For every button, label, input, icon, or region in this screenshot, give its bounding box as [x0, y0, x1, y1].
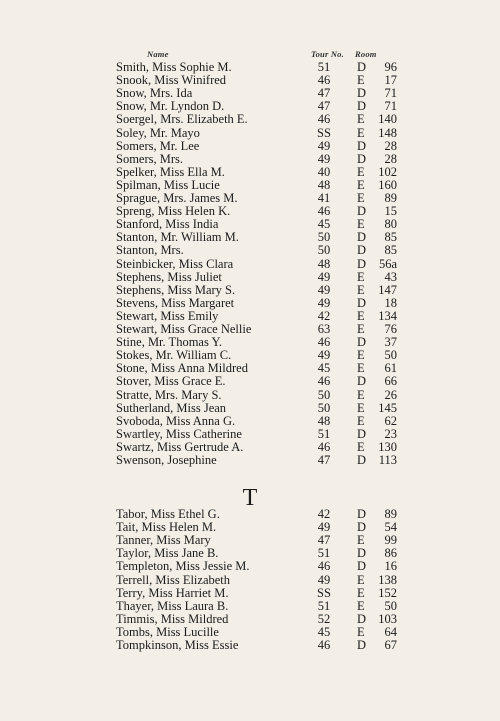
room-cabin-number: 102 [378, 164, 397, 179]
list-item [0, 402, 500, 415]
tour-number: 50 [317, 387, 331, 402]
room-number [357, 100, 397, 113]
room-cabin-number: 113 [378, 453, 397, 467]
passenger-name: Stephens, Miss Mary S. [116, 282, 236, 297]
room-number [357, 600, 397, 613]
room-deck-letter: E [357, 308, 365, 323]
tour-number: 51 [317, 546, 331, 561]
room-cabin-number: 147 [378, 282, 397, 297]
list-item [0, 441, 500, 454]
tour-number: 48 [317, 256, 331, 271]
tour-number: SS [317, 585, 331, 600]
room-number [357, 310, 397, 323]
list-item [0, 244, 500, 257]
passenger-name: Stokes, Mr. William C. [116, 348, 232, 363]
tour-number: 51 [317, 60, 331, 74]
passenger-name: Taylor, Miss Jane B. [116, 546, 219, 561]
room-deck-letter: E [357, 164, 365, 179]
list-item [0, 87, 500, 100]
list-item [0, 600, 500, 613]
room-deck-letter: E [357, 125, 365, 140]
room-number [357, 284, 397, 297]
room-deck-letter: E [357, 217, 365, 232]
room-column-header: Room [355, 49, 377, 59]
room-number [357, 127, 397, 140]
tour-number: 49 [317, 520, 331, 535]
list-item [0, 454, 500, 467]
room-deck-letter: D [357, 230, 367, 245]
room-number [357, 323, 397, 336]
room-cabin-number: 85 [384, 230, 397, 245]
tour-number: 63 [317, 322, 331, 336]
passenger-name: Snook, Miss Winifred [116, 73, 227, 88]
room-cabin-number: 134 [378, 308, 397, 323]
room-cabin-number: 148 [378, 125, 397, 140]
room-deck-letter: E [357, 598, 365, 613]
tour-number: 41 [317, 191, 331, 205]
room-number [357, 560, 397, 573]
list-item [0, 521, 500, 534]
list-item [0, 258, 500, 271]
list-item [0, 74, 500, 87]
list-item [0, 547, 500, 560]
room-number [357, 231, 397, 244]
room-deck-letter: D [357, 453, 367, 467]
room-number [357, 402, 397, 415]
tour-number: 49 [317, 295, 331, 310]
passenger-name: Sutherland, Miss Jean [116, 400, 227, 415]
list-item [0, 284, 500, 297]
room-cabin-number: 99 [384, 533, 397, 548]
room-deck-letter: E [357, 348, 365, 363]
list-item [0, 560, 500, 573]
room-number [357, 218, 397, 231]
tour-number: 42 [317, 507, 331, 521]
room-number [357, 574, 397, 587]
list-item [0, 323, 500, 336]
list-item [0, 415, 500, 428]
passenger-name: Soergel, Mrs. Elizabeth E. [116, 112, 248, 127]
room-cabin-number: 43 [384, 269, 397, 284]
tour-number: 46 [317, 204, 331, 219]
tour-number: 47 [317, 453, 331, 467]
room-number [357, 547, 397, 560]
list-item [0, 113, 500, 126]
list-item [0, 179, 500, 192]
tour-number: 46 [317, 73, 331, 88]
room-number [357, 179, 397, 192]
list-item [0, 626, 500, 639]
room-deck-letter: D [357, 99, 367, 114]
room-deck-letter: E [357, 269, 365, 284]
room-number [357, 521, 397, 534]
tour-number: 45 [317, 361, 331, 376]
list-item [0, 231, 500, 244]
room-number [357, 192, 397, 205]
passenger-name: Tompkinson, Miss Essie [116, 638, 239, 652]
room-deck-letter: D [357, 295, 367, 310]
list-item [0, 310, 500, 323]
room-cabin-number: 50 [384, 348, 397, 363]
room-deck-letter: E [357, 413, 365, 428]
room-cabin-number: 37 [384, 335, 397, 350]
room-deck-letter: D [357, 507, 367, 521]
passenger-name: Timmis, Miss Mildred [116, 611, 229, 626]
room-deck-letter: D [357, 520, 367, 535]
room-number [357, 87, 397, 100]
room-number [357, 61, 397, 74]
room-deck-letter: D [357, 86, 367, 101]
list-item [0, 639, 500, 652]
room-number [357, 375, 397, 388]
passenger-name: Stewart, Miss Emily [116, 308, 219, 323]
tour-number: 45 [317, 217, 331, 232]
tour-number: 47 [317, 86, 331, 101]
passenger-name: Stone, Miss Anna Mildred [116, 361, 248, 376]
room-number [357, 271, 397, 284]
list-item [0, 140, 500, 153]
tour-number: 46 [317, 559, 331, 574]
tour-number: 50 [317, 230, 331, 245]
room-cabin-number: 71 [384, 86, 397, 101]
passenger-name: Terrell, Miss Elizabeth [116, 572, 231, 587]
room-deck-letter: D [357, 559, 367, 574]
passenger-name: Stanton, Mr. William M. [116, 230, 239, 245]
room-cabin-number: 140 [378, 112, 397, 127]
list-item [0, 428, 500, 441]
room-number [357, 140, 397, 153]
room-cabin-number: 86 [384, 546, 397, 561]
room-deck-letter: E [357, 439, 365, 454]
room-deck-letter: D [357, 335, 367, 350]
tour-number: 52 [317, 611, 331, 626]
passenger-name: Swartz, Miss Gertrude A. [116, 439, 244, 454]
room-cabin-number: 80 [384, 217, 397, 232]
tour-number: 40 [317, 164, 331, 179]
list-item [0, 166, 500, 179]
tour-number: 46 [317, 335, 331, 350]
passenger-name: Steinbicker, Miss Clara [116, 256, 234, 271]
passenger-name: Stanford, Miss India [116, 217, 219, 232]
room-deck-letter: D [357, 546, 367, 561]
room-deck-letter: E [357, 177, 365, 192]
list-item [0, 362, 500, 375]
room-cabin-number: 28 [384, 138, 397, 153]
room-cabin-number: 61 [384, 361, 397, 376]
list-item [0, 127, 500, 140]
passenger-name: Stratte, Mrs. Mary S. [116, 387, 222, 402]
room-cabin-number: 96 [384, 60, 397, 74]
tour-number: 51 [317, 598, 331, 613]
room-cabin-number: 16 [384, 559, 397, 574]
list-item [0, 205, 500, 218]
tour-number: 47 [317, 533, 331, 548]
room-cabin-number: 103 [378, 611, 397, 626]
room-number [357, 258, 397, 271]
passenger-name: Thayer, Miss Laura B. [116, 598, 229, 613]
list-item [0, 389, 500, 402]
list-item [0, 218, 500, 231]
room-cabin-number: 23 [384, 426, 397, 441]
room-cabin-number: 66 [384, 374, 397, 389]
room-number [357, 297, 397, 310]
list-item [0, 192, 500, 205]
room-number [357, 166, 397, 179]
room-deck-letter: D [357, 151, 367, 166]
room-cabin-number: 56a [378, 256, 397, 271]
room-cabin-number: 89 [384, 191, 397, 205]
passenger-name: Stevens, Miss Margaret [116, 295, 235, 310]
room-cabin-number: 85 [384, 243, 397, 258]
room-cabin-number: 67 [384, 638, 397, 652]
room-deck-letter: E [357, 361, 365, 376]
passenger-name: Tait, Miss Helen M. [116, 520, 217, 535]
section-letter-heading: T [242, 485, 258, 511]
passenger-name: Tanner, Miss Mary [116, 533, 211, 548]
passenger-name: Spilman, Miss Lucie [116, 177, 220, 192]
passenger-name: Tombs, Miss Lucille [116, 624, 219, 639]
room-cabin-number: 76 [384, 322, 397, 336]
room-number [357, 113, 397, 126]
room-cabin-number: 17 [384, 73, 397, 88]
passenger-name: Stover, Miss Grace E. [116, 374, 226, 389]
room-number [357, 441, 397, 454]
room-cabin-number: 89 [384, 507, 397, 521]
room-cabin-number: 18 [384, 295, 397, 310]
room-number [357, 639, 397, 652]
room-deck-letter: D [357, 138, 367, 153]
list-item [0, 100, 500, 113]
passenger-name: Tabor, Miss Ethel G. [116, 507, 220, 521]
room-number [357, 613, 397, 626]
tour-number: 49 [317, 138, 331, 153]
room-cabin-number: 71 [384, 99, 397, 114]
room-deck-letter: E [357, 282, 365, 297]
room-cabin-number: 28 [384, 151, 397, 166]
passenger-name: Soley, Mr. Mayo [116, 125, 200, 140]
room-deck-letter: D [357, 638, 367, 652]
room-cabin-number: 62 [384, 413, 397, 428]
passenger-name: Sprague, Mrs. James M. [116, 191, 238, 205]
room-cabin-number: 64 [384, 624, 397, 639]
room-deck-letter: D [357, 243, 367, 258]
room-deck-letter: D [357, 60, 367, 74]
room-deck-letter: D [357, 374, 367, 389]
room-cabin-number: 54 [384, 520, 397, 535]
room-cabin-number: 26 [384, 387, 397, 402]
tour-number: 46 [317, 439, 331, 454]
tour-number: 50 [317, 400, 331, 415]
list-item [0, 574, 500, 587]
list-item [0, 375, 500, 388]
room-cabin-number: 145 [378, 400, 397, 415]
list-item [0, 349, 500, 362]
list-item [0, 271, 500, 284]
room-number [357, 389, 397, 402]
list-item [0, 508, 500, 521]
passenger-name: Smith, Miss Sophie M. [116, 60, 232, 74]
tour-number: 49 [317, 151, 331, 166]
list-item [0, 613, 500, 626]
passenger-name: Stephens, Miss Juliet [116, 269, 222, 284]
room-cabin-number: 138 [378, 572, 397, 587]
tour-number: 49 [317, 282, 331, 297]
passenger-name: Snow, Mrs. Ida [116, 86, 193, 101]
room-cabin-number: 50 [384, 598, 397, 613]
room-deck-letter: E [357, 112, 365, 127]
list-item [0, 153, 500, 166]
room-number [357, 205, 397, 218]
room-deck-letter: E [357, 624, 365, 639]
room-number [357, 74, 397, 87]
list-item [0, 336, 500, 349]
room-deck-letter: E [357, 572, 365, 587]
passenger-name: Templeton, Miss Jessie M. [116, 559, 250, 574]
room-deck-letter: D [357, 256, 367, 271]
tour-number: 49 [317, 269, 331, 284]
room-number [357, 454, 397, 467]
list-item [0, 534, 500, 547]
tour-number: 42 [317, 308, 331, 323]
tour-number: SS [317, 125, 331, 140]
room-number [357, 587, 397, 600]
room-cabin-number: 152 [378, 585, 397, 600]
room-cabin-number: 15 [384, 204, 397, 219]
passenger-name: Somers, Mr. Lee [116, 138, 200, 153]
room-number [357, 508, 397, 521]
room-number [357, 428, 397, 441]
room-deck-letter: E [357, 322, 365, 336]
room-deck-letter: D [357, 611, 367, 626]
room-number [357, 349, 397, 362]
tour-number: 49 [317, 572, 331, 587]
room-number [357, 534, 397, 547]
room-deck-letter: E [357, 533, 365, 548]
tour-column-header: Tour No. [311, 49, 344, 59]
room-deck-letter: E [357, 191, 365, 205]
tour-number: 48 [317, 413, 331, 428]
name-column-header: Name [147, 49, 169, 59]
room-deck-letter: D [357, 204, 367, 219]
room-number [357, 153, 397, 166]
passenger-name: Spelker, Miss Ella M. [116, 164, 225, 179]
room-number [357, 336, 397, 349]
passenger-name: Spreng, Miss Helen K. [116, 204, 231, 219]
tour-number: 46 [317, 374, 331, 389]
room-number [357, 244, 397, 257]
tour-number: 51 [317, 426, 331, 441]
room-number [357, 415, 397, 428]
room-deck-letter: E [357, 73, 365, 88]
room-cabin-number: 130 [378, 439, 397, 454]
passenger-name: Terry, Miss Harriet M. [116, 585, 229, 600]
passenger-name: Stewart, Miss Grace Nellie [116, 322, 252, 336]
room-deck-letter: E [357, 387, 365, 402]
list-item [0, 297, 500, 310]
tour-number: 49 [317, 348, 331, 363]
list-item [0, 587, 500, 600]
tour-number: 47 [317, 99, 331, 114]
tour-number: 48 [317, 177, 331, 192]
tour-number: 45 [317, 624, 331, 639]
passenger-name: Stine, Mr. Thomas Y. [116, 335, 223, 350]
list-item [0, 61, 500, 74]
tour-number: 46 [317, 638, 331, 652]
tour-number: 50 [317, 243, 331, 258]
passenger-name: Somers, Mrs. [116, 151, 184, 166]
room-deck-letter: E [357, 585, 365, 600]
room-deck-letter: E [357, 400, 365, 415]
room-number [357, 362, 397, 375]
passenger-name: Swenson, Josephine [116, 453, 217, 467]
passenger-name: Stanton, Mrs. [116, 243, 184, 258]
passenger-name: Swartley, Miss Catherine [116, 426, 242, 441]
room-number [357, 626, 397, 639]
tour-number: 46 [317, 112, 331, 127]
passenger-name: Snow, Mr. Lyndon D. [116, 99, 225, 114]
room-cabin-number: 160 [378, 177, 397, 192]
room-deck-letter: D [357, 426, 367, 441]
passenger-name: Svoboda, Miss Anna G. [116, 413, 236, 428]
